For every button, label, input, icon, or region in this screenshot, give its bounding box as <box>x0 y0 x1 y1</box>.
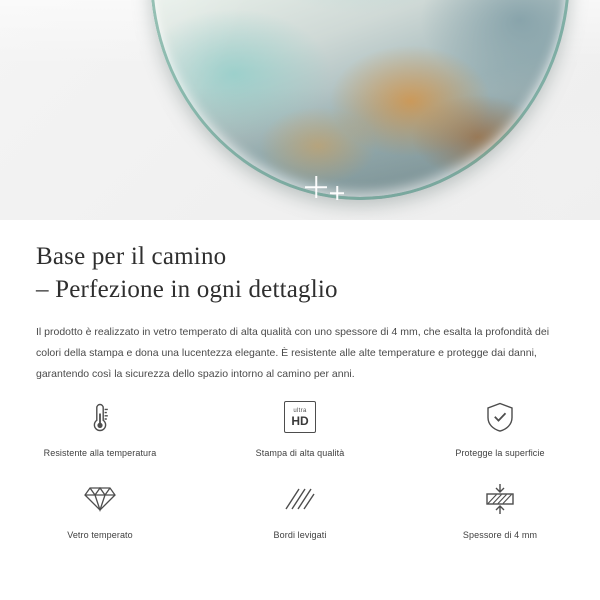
marble-ink-artwork <box>150 0 570 200</box>
body-paragraph: Il prodotto è realizzato in vetro temperato di alta qualità con uno spessore di 4 mm, che esalta la profondità dei colori della stampa e dona una lucentezza elegante. È resistente alle alte temperature e protegge dai danni, garantendo così la sicurezza dello spazio intorno al camino per anni. <box>36 326 550 380</box>
feature-item-temperature <box>0 392 200 458</box>
thickness-icon <box>472 474 528 524</box>
feature-item-polished-edges <box>200 474 400 540</box>
headline-line-1: Base per il camino <box>36 243 227 270</box>
bottom-spacer <box>0 574 600 600</box>
polished-edges-icon <box>272 474 328 524</box>
feature-grid <box>0 392 600 540</box>
page-title <box>0 220 600 306</box>
diamond-icon <box>72 474 128 524</box>
feature-item-thickness <box>400 474 600 540</box>
glass-plate-product-image <box>150 0 570 200</box>
feature-label: Spessore di 4 mm <box>462 530 538 540</box>
ultra-hd-badge-main: HD <box>291 413 309 428</box>
headline-line-2: – Perfezione in ogni dettaglio <box>36 276 338 303</box>
ultra-hd-badge-top: ultra <box>293 407 307 414</box>
feature-label: Vetro temperato <box>67 530 133 540</box>
feature-label: Protegge la superficie <box>455 448 545 458</box>
thermometer-icon <box>72 392 128 442</box>
feature-label: Stampa di alta qualità <box>255 448 345 458</box>
feature-item-tempered-glass <box>0 474 200 540</box>
text-content <box>0 220 600 385</box>
feature-item-surface-protection <box>400 392 600 458</box>
shield-check-icon <box>472 392 528 442</box>
feature-item-print-quality <box>200 392 400 458</box>
ultra-hd-icon <box>272 392 328 442</box>
feature-label: Resistente alla temperatura <box>43 448 157 458</box>
feature-label: Bordi levigati <box>273 530 327 540</box>
hero-image <box>0 0 600 220</box>
